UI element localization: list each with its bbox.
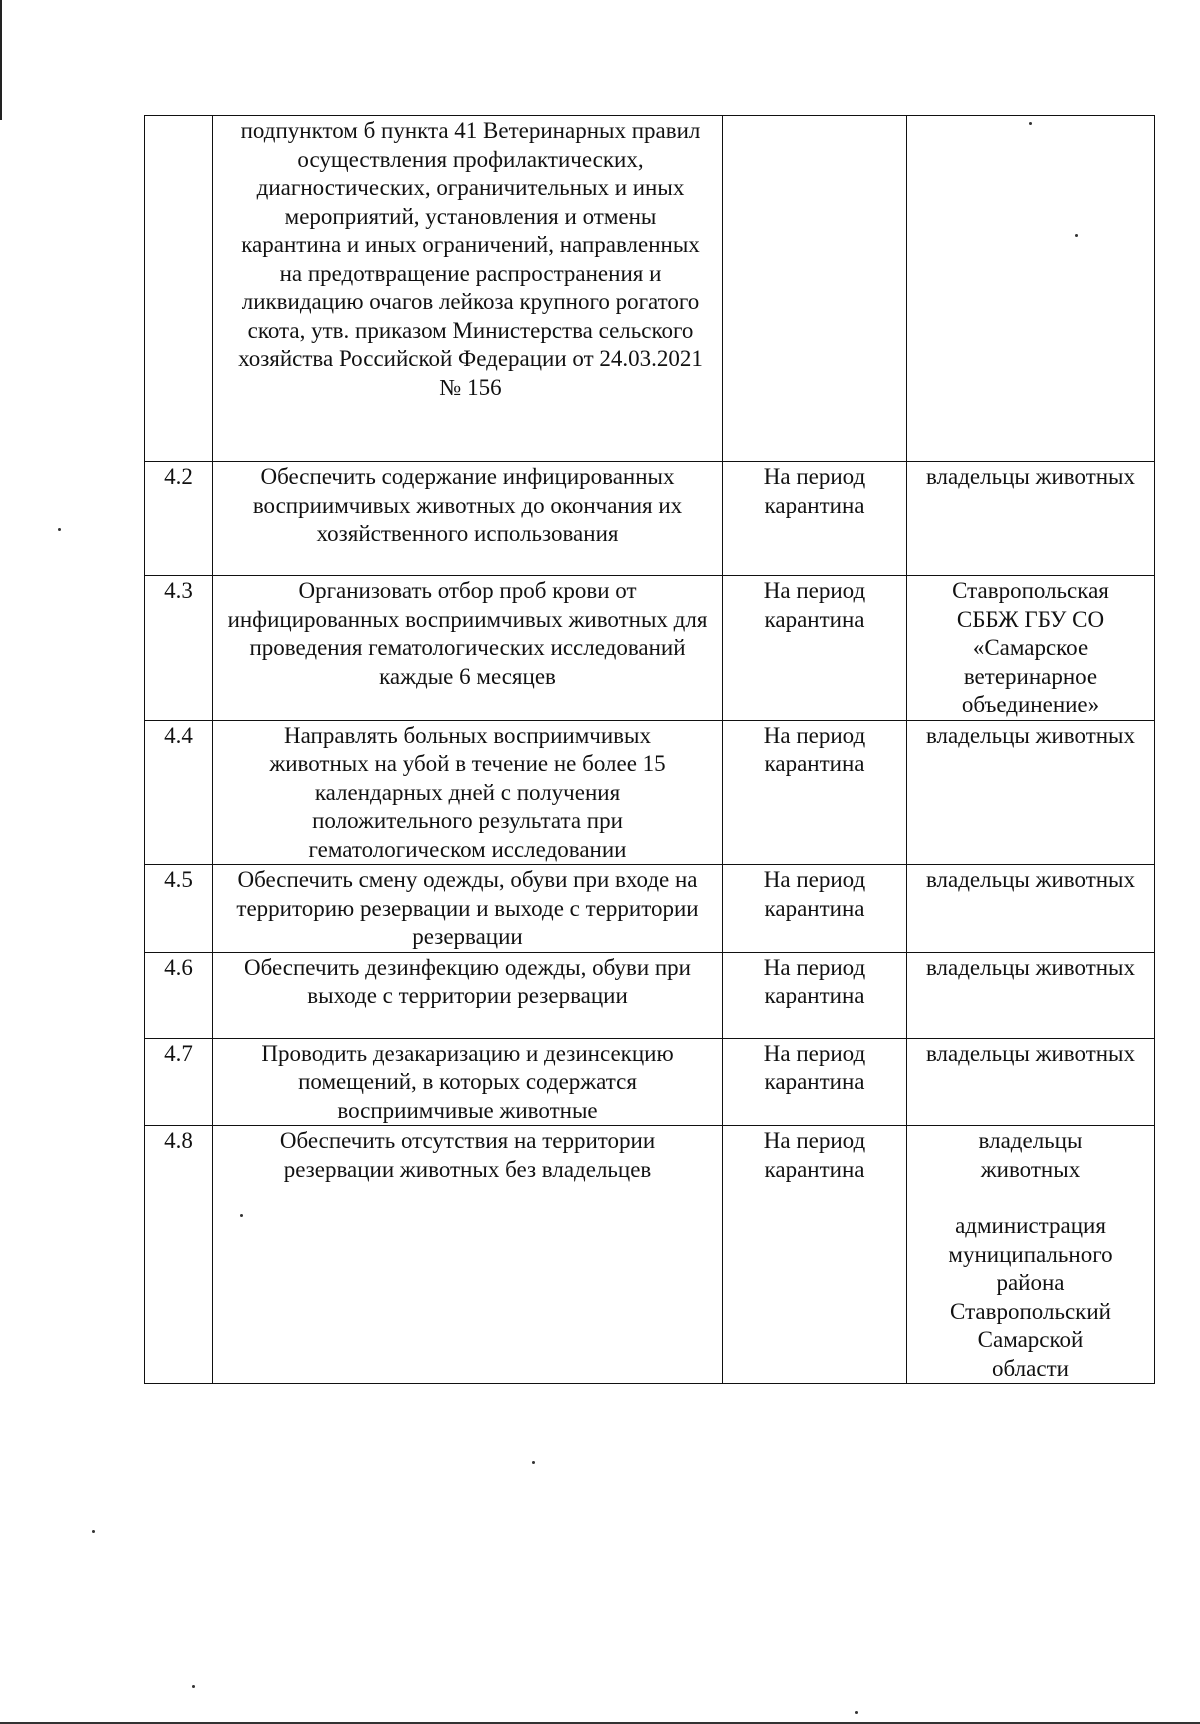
responsible-cell: владельцы животных	[907, 1038, 1155, 1126]
row-number: 4.7	[145, 1038, 213, 1126]
term-cell	[723, 116, 907, 462]
table-row	[145, 116, 1155, 462]
responsible-owners: владельцы животных	[978, 1128, 1083, 1182]
row-number: 4.2	[145, 462, 213, 576]
term-cell: На период карантина	[723, 576, 907, 721]
responsible-cell: владельцы животных	[907, 952, 1155, 1038]
row-number	[145, 116, 213, 462]
measure-text: Организовать отбор проб крови от инфицированных восприимчивых животных для проведения гематологических исследований каждые 6 месяцев	[213, 576, 723, 721]
table-row	[145, 576, 1155, 721]
scan-speck	[58, 528, 61, 531]
row-number: 4.6	[145, 952, 213, 1038]
row-number: 4.3	[145, 576, 213, 721]
scan-speck	[855, 1711, 858, 1714]
table-row	[145, 952, 1155, 1038]
term-cell: На период карантина	[723, 720, 907, 865]
measure-text: Обеспечить содержание инфицированных восприимчивых животных до окончания их хозяйственного использования	[213, 462, 723, 576]
responsible-administration: администрация муниципального района Ставропольский Самарской области	[948, 1213, 1113, 1381]
responsible-cell: Ставропольская СББЖ ГБУ СО «Самарское ветеринарное объединение»	[907, 576, 1155, 721]
responsible-cell	[907, 1126, 1155, 1384]
table-row	[145, 865, 1155, 953]
term-cell: На период карантина	[723, 865, 907, 953]
spacer	[937, 1184, 1124, 1212]
term-cell: На период карантина	[723, 952, 907, 1038]
measure-text: Обеспечить смену одежды, обуви при входе на территорию резервации и выходе с территории резервации	[213, 865, 723, 953]
measure-text: подпунктом б пункта 41 Ветеринарных правил осуществления профилактических, диагностических, ограничительных и иных мероприятий, установления и отмены карантина и иных ограничений, направленных на предотвращение распространения и ликвидацию очагов лейкоза крупного рогатого скота, утв. приказом Министерства сельского хозяйства Российской Федерации от 24.03.2021 № 156	[213, 116, 723, 462]
scan-speck	[532, 1461, 535, 1464]
term-cell: На период карантина	[723, 462, 907, 576]
scan-edge-left	[0, 0, 2, 120]
row-number: 4.5	[145, 865, 213, 953]
measure-text: Обеспечить отсутствия на территории резервации животных без владельцев	[213, 1126, 723, 1384]
term-cell: На период карантина	[723, 1126, 907, 1384]
table-row	[145, 1126, 1155, 1384]
row-number: 4.4	[145, 720, 213, 865]
measure-text: Обеспечить дезинфекцию одежды, обуви при выходе с территории резервации	[213, 952, 723, 1038]
scan-speck	[92, 1530, 95, 1533]
measures-table	[144, 115, 1155, 1384]
row-number: 4.8	[145, 1126, 213, 1384]
responsible-cell: владельцы животных	[907, 720, 1155, 865]
responsible-cell: владельцы животных	[907, 865, 1155, 953]
measure-text: Направлять больных восприимчивых животных на убой в течение не более 15 календарных дней с получения положительного результата при гематологическом исследовании	[213, 720, 723, 865]
scan-speck	[192, 1685, 195, 1688]
measure-text: Проводить дезакаризацию и дезинсекцию помещений, в которых содержатся восприимчивые животные	[213, 1038, 723, 1126]
table-row	[145, 462, 1155, 576]
responsible-cell	[907, 116, 1155, 462]
responsible-cell: владельцы животных	[907, 462, 1155, 576]
term-cell: На период карантина	[723, 1038, 907, 1126]
table-row	[145, 720, 1155, 865]
table-row	[145, 1038, 1155, 1126]
